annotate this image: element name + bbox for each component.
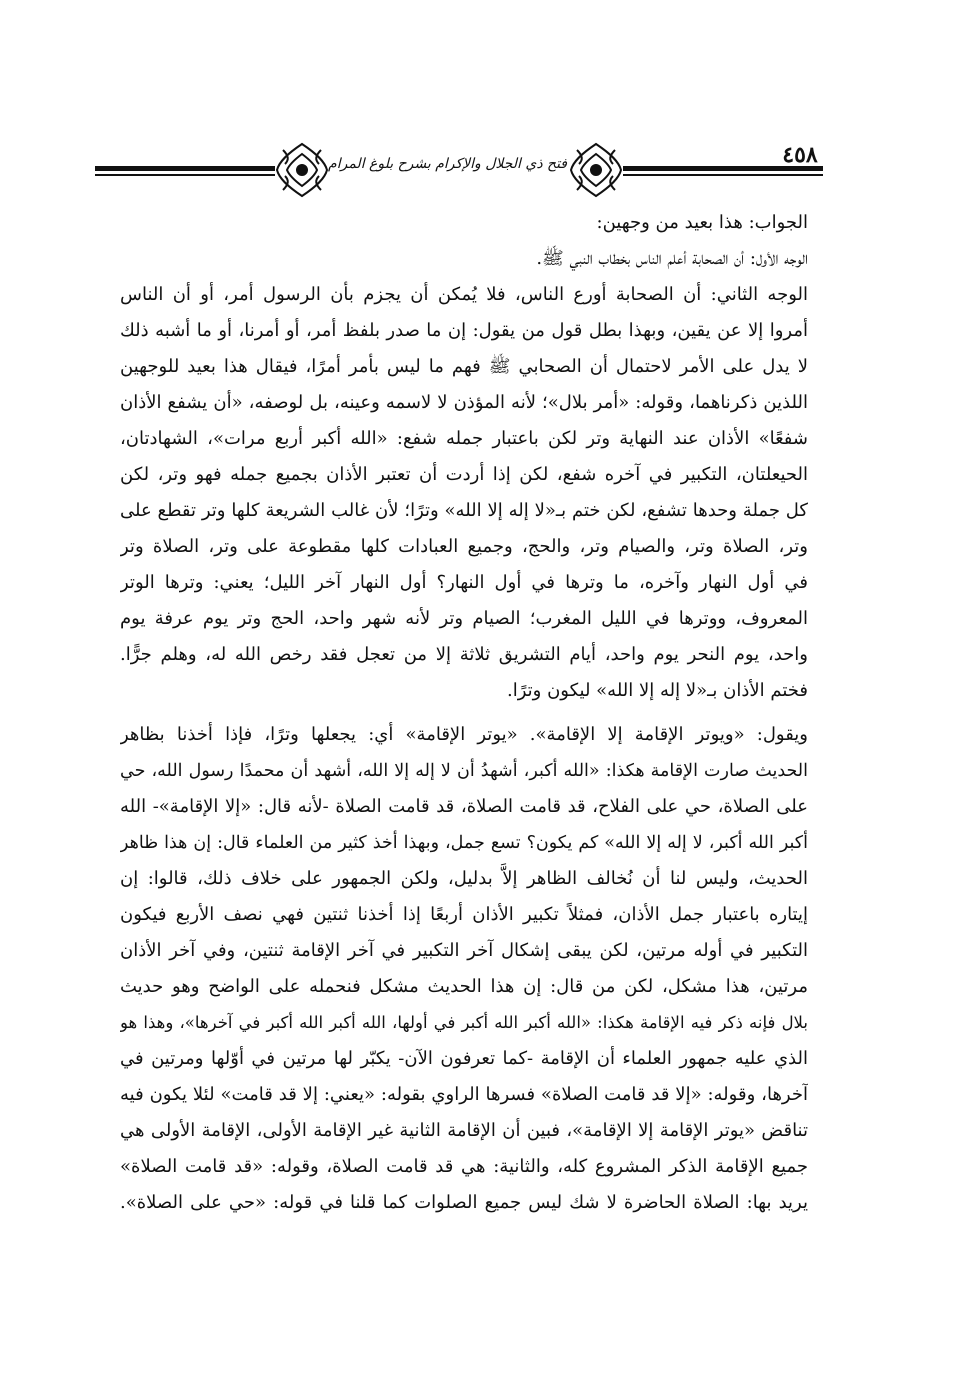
header-rule-left — [95, 166, 275, 176]
text-line: فختم الأذان بـ«لا إله إلا الله» ليكون وترًا. — [507, 680, 808, 701]
text-line: في أول النهار وآخره، ما وترها في أول النهار؟ أول النهار آخر الليل؛ يعني: وترها الوتر — [120, 572, 808, 593]
text-line: كل جملة وحدها تشفع، لكن ختم بـ«لا إله إلا الله» وترًا؛ لأن غالب الشريعة كلها وتر تقطع على — [120, 500, 808, 521]
text-line: الجواب: هذا بعيد من وجهين: — [596, 212, 808, 233]
text-line: الوجه الثاني: أن الصحابة أورع الناس، فلا يُمكن أن يجزم بأن الرسول أمر، أو أن الناس — [120, 284, 808, 305]
text-line: آخرها، وقوله: «إلا قد قامت الصلاة» فسرها الراوي بقوله: «يعني: إلا قد قامت» لئلا يكون فيه — [120, 1084, 808, 1105]
text-line: الحديث صارت الإقامة هكذا: «الله أكبر، أشهدُ أن لا إله إلا الله، أشهد أن محمدًا رسول الله، حي — [120, 761, 808, 781]
text-line: المعروف، ووترها في الليل المغرب؛ الصيام وتر لأنه شهر واحد، الحج وتر يوم عرفة يوم — [120, 608, 808, 629]
text-line: التكبير في أوله مرتين، لكن يبقى إشكال آخر التكبير في آخر الإقامة ثنتين، وفي آخر الأذان — [120, 940, 808, 961]
text-line: على الصلاة، حي على الفلاح، قد قامت الصلاة، قد قامت الصلاة -لأنه قال: «إلا الإقامة»- الله — [120, 796, 808, 817]
text-line: يريد بها: الصلاة الحاضرة لا شك ليس جميع الصلوات كما قلنا في قوله: «حي على الصلاة». — [120, 1192, 808, 1213]
text-line: الحيعلتان، التكبير في آخره شفع، لكن إذا أردت أن تعتبر الأذان بجميع جمله فهو وتر، لكن — [120, 464, 808, 485]
text-line: تناقض «يوتر الإقامة إلا الإقامة»، فبين أن الإقامة الثانية غير الإقامة الأولى، الإقامة الأولى هي — [120, 1120, 808, 1141]
body-text — [120, 205, 808, 1221]
text-line: الوجه الأول: أن الصحابة أعلم الناس بخطاب النبي ﷺ. — [536, 248, 808, 269]
paragraph-gap — [120, 709, 808, 717]
text-line: اللذين ذكرناهما، وقوله: «أمر بلال»؛ لأنه المؤذن لا لاسمه وعينه، بل لوصفه، «أن يشفع الأذان — [120, 392, 808, 413]
page-header — [95, 140, 825, 200]
text-line: ويقول: «ويوتر الإقامة إلا الإقامة». «يوتر الإقامة» أي: يجعلها وترًا، فإذا أخذنا بظاهر — [120, 724, 808, 745]
text-line: وتر، الصلاة وتر، والصيام وتر، والحج، وجميع العبادات كلها مقطوعة على وتر، الصلاة وتر — [120, 536, 808, 557]
text-line: الحديث، وليس لنا أن نُخالف الظاهر إلاَّ بدليل، ولكن الجمهور على خلاف ذلك، قالوا: إن — [120, 868, 808, 889]
text-line: واحد، يوم النحر يوم واحد، أيام التشريق ثلاثة إلا من تعجل فقد رخص الله له، وهلم جرًّا. — [120, 644, 808, 665]
text-line: أمروا إلا عن يقين، وبهذا بطل قول من يقول: إن ما صدر بلفظ أمر، أو أمرنا، أو ما أشبه ذلك — [120, 320, 808, 341]
text-line: مرتين، هذا مشكل، لكن من قال: إن هذا الحديث مشكل فنحمله على الواضح وهو حديث — [120, 976, 808, 997]
text-line: أكبر الله أكبر، لا إله إلا الله» كم يكون؟ تسع جمل، وبهذا أخذ كثير من العلماء قال: إن هذا ظاهر — [120, 833, 808, 853]
text-line: الذي عليه جمهور العلماء أن الإقامة -كما تعرفون الآن- يكبّر لها مرتين في أوّلها ومرتين في — [120, 1048, 808, 1069]
running-title: فتح ذي الجلال والإكرام بشرح بلوغ المرام — [328, 156, 567, 172]
page-number: ٤٥٨ — [782, 142, 818, 168]
ornament-right-icon — [567, 140, 625, 200]
text-line: لا يدل على الأمر لاحتمال أن الصحابي ﷺ فهم ما ليس بأمر أمرًا، فيقال هذا بعيد للوجهين — [120, 356, 808, 377]
text-line: جميع الإقامة الذكر المشروع كله، والثانية: هي قد قامت الصلاة، وقوله: «قد قامت الصلاة» — [120, 1156, 808, 1177]
text-line: بلال فإنه ذكر فيه الإقامة هكذا: «الله أكبر الله أكبر في أولها، الله أكبر الله أكبر في آخرها»، وهذا هو — [120, 1013, 808, 1032]
ornament-left-icon — [273, 140, 331, 200]
text-line: إيتاره باعتبار جمل الأذان، فمثلاً تكبير الأذان أربعًا إذا أخذنا ثنتين فهي نصف الأربع فيكون — [120, 904, 808, 925]
text-line: شفعًا» الأذان عند النهاية وتر لكن باعتبار جمله شفع: «الله أكبر أربع مرات»، الشهادتان، — [120, 428, 808, 449]
